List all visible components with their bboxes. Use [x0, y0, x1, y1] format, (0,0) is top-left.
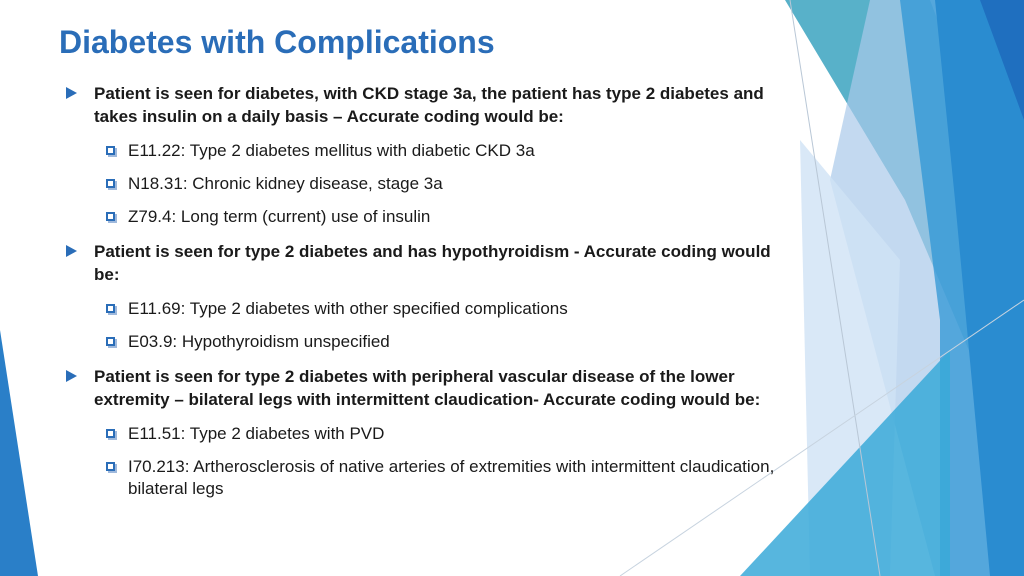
subitem-text: N18.31: Chronic kidney disease, stage 3a: [128, 174, 443, 193]
subitem: [104, 140, 780, 162]
square-bullet-icon: [106, 337, 115, 346]
subitem-text: E11.69: Type 2 diabetes with other specified complications: [128, 299, 568, 318]
slide-title: Diabetes with Complications: [59, 24, 495, 60]
slide-content: [60, 82, 780, 512]
subitem-text: E03.9: Hypothyroidism unspecified: [128, 332, 390, 351]
subitem: [104, 173, 780, 195]
subitem-text: E11.51: Type 2 diabetes with PVD: [128, 424, 385, 443]
decor-left-wedge: [0, 330, 38, 576]
square-bullet-icon: [106, 462, 115, 471]
triangle-arrow-right-icon: [66, 370, 77, 382]
subitem: [104, 456, 780, 500]
subitems-ckd: [60, 140, 780, 228]
subitem-text: E11.22: Type 2 diabetes mellitus with diabetic CKD 3a: [128, 141, 535, 160]
bullet-ckd: [60, 82, 780, 128]
subitems-hypothyroidism: [60, 298, 780, 353]
square-bullet-icon: [106, 146, 115, 155]
square-bullet-icon: [106, 429, 115, 438]
subitem: [104, 206, 780, 228]
square-bullet-icon: [106, 212, 115, 221]
square-bullet-icon: [106, 179, 115, 188]
triangle-arrow-right-icon: [66, 87, 77, 99]
subitem-text: I70.213: Artherosclerosis of native arteries of extremities with intermittent claudication, bilateral legs: [128, 457, 775, 498]
subitem: [104, 423, 780, 445]
subitems-pvd: [60, 423, 780, 500]
bullet-text: Patient is seen for diabetes, with CKD stage 3a, the patient has type 2 diabetes and takes insulin on a daily basis – Accurate coding would be:: [94, 84, 764, 126]
bullet-text: Patient is seen for type 2 diabetes with peripheral vascular disease of the lower extremity – bilateral legs with intermittent claudication- Accurate coding would be:: [94, 367, 761, 409]
bullet-pvd: [60, 365, 780, 411]
triangle-arrow-right-icon: [66, 245, 77, 257]
bullet-hypothyroidism: [60, 240, 780, 286]
subitem-text: Z79.4: Long term (current) use of insulin: [128, 207, 431, 226]
square-bullet-icon: [106, 304, 115, 313]
bullet-text: Patient is seen for type 2 diabetes and has hypothyroidism - Accurate coding would be:: [94, 242, 771, 284]
subitem: [104, 331, 780, 353]
subitem: [104, 298, 780, 320]
